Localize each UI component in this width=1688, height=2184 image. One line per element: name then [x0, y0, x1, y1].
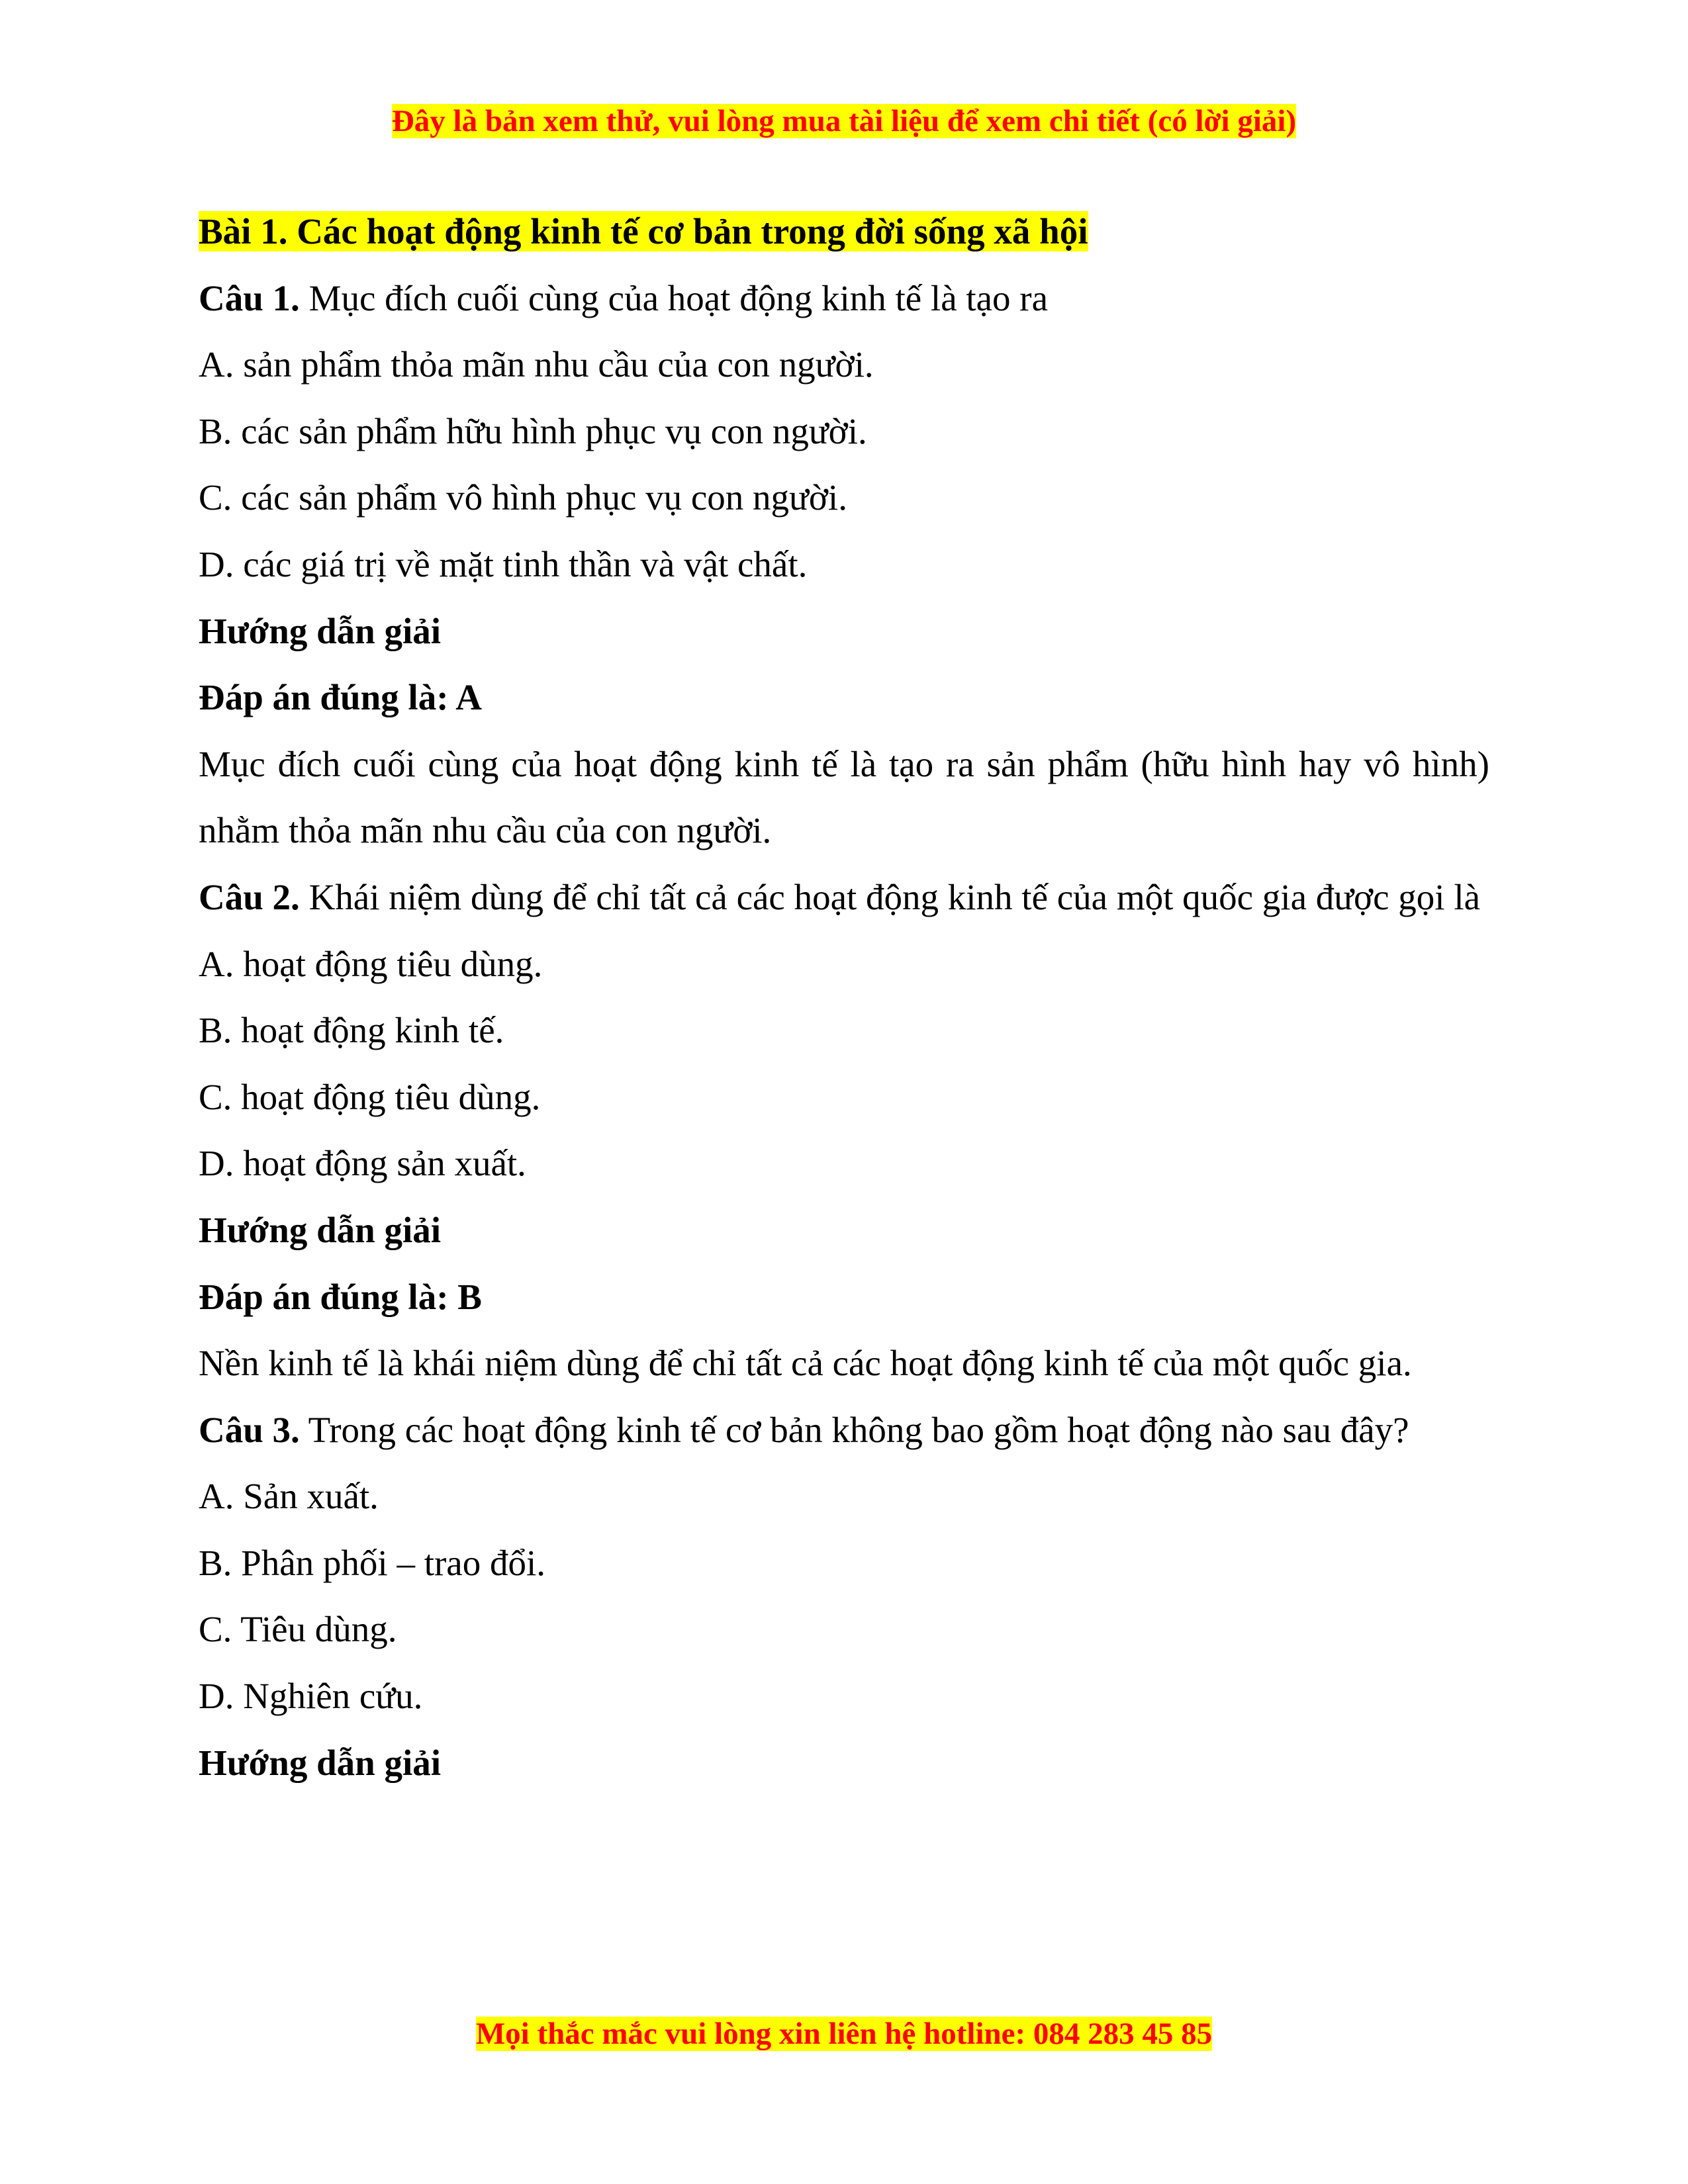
- question-text: Khái niệm dùng để chỉ tất cả các hoạt động kinh tế của một quốc gia được gọi là: [308, 876, 1481, 917]
- question-2: [199, 864, 1489, 931]
- document-content: [199, 199, 1489, 1796]
- preview-notice: [0, 98, 1688, 144]
- lesson-title: [199, 199, 1489, 265]
- question-3: [199, 1397, 1489, 1464]
- question-label: Câu 2.: [199, 876, 300, 917]
- lesson-title-text: Bài 1. Các hoạt động kinh tế cơ bản trong đời sống xã hội: [199, 211, 1088, 251]
- option-d: D. các giá trị về mặt tinh thần và vật chất.: [199, 543, 808, 584]
- option-c: C. Tiêu dùng.: [199, 1609, 397, 1650]
- option-b: B. các sản phẩm hữu hình phục vụ con người.: [199, 410, 867, 451]
- question-label: Câu 3.: [199, 1409, 300, 1450]
- option-b: B. hoạt động kinh tế.: [199, 1010, 504, 1051]
- option-a: A. hoạt động tiêu dùng.: [199, 943, 543, 984]
- preview-notice-text: Đây là bản xem thử, vui lòng mua tài liệu để xem chi tiết (có lời giải): [391, 104, 1297, 138]
- explanation: Mục đích cuối cùng của hoạt động kinh tế là tạo ra sản phẩm (hữu hình hay vô hình) nhằm thỏa mãn nhu cầu của con người.: [199, 743, 1489, 851]
- option-c: C. các sản phẩm vô hình phục vụ con người.: [199, 477, 847, 518]
- question-label: Câu 1.: [199, 277, 300, 318]
- option-b: B. Phân phối – trao đổi.: [199, 1542, 546, 1583]
- question-text: Mục đích cuối cùng của hoạt động kinh tế là tạo ra: [308, 277, 1049, 318]
- hotline-notice-text: Mọi thắc mắc vui lòng xin liên hệ hotline: 084 283 45 85: [475, 2017, 1213, 2051]
- option-c: C. hoạt động tiêu dùng.: [199, 1076, 541, 1117]
- correct-answer: Đáp án đúng là: A: [199, 677, 482, 718]
- question-text: Trong các hoạt động kinh tế cơ bản không bao gồm hoạt động nào sau đây?: [308, 1409, 1409, 1450]
- option-d: D. hoạt động sản xuất.: [199, 1143, 526, 1184]
- guide-heading: Hướng dẫn giải: [199, 1209, 442, 1250]
- guide-heading: Hướng dẫn giải: [199, 610, 442, 651]
- question-1: [199, 265, 1489, 332]
- guide-heading: Hướng dẫn giải: [199, 1742, 442, 1783]
- option-a: A. Sản xuất.: [199, 1476, 379, 1517]
- correct-answer: Đáp án đúng là: B: [199, 1276, 482, 1317]
- option-a: A. sản phẩm thỏa mãn nhu cầu của con người.: [199, 344, 874, 385]
- explanation: Nền kinh tế là khái niệm dùng để chỉ tất cả các hoạt động kinh tế của một quốc gia.: [199, 1343, 1412, 1384]
- option-d: D. Nghiên cứu.: [199, 1676, 423, 1717]
- hotline-notice: [0, 2011, 1688, 2057]
